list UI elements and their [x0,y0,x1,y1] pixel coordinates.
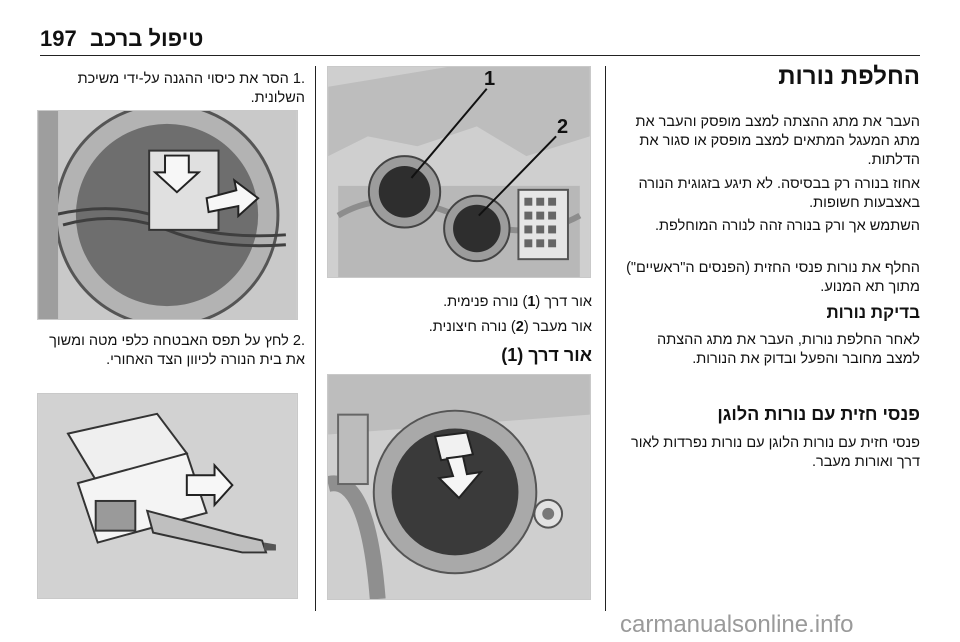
protective-cover-drawing [38,111,297,319]
heading-halogen-headlamps: פנסי חזית עם נורות הלוגן [717,404,920,424]
legend-low-beam-suffix: ) נורה חיצונית. [428,319,516,335]
heading-bulb-replacement: החלפת נורות [778,63,920,90]
step-2-text: לחץ על תפס האבטחה כלפי מטה ומשוך את בית הנורה לכיוון הצד האחורי. [49,333,305,368]
bulb-removal-image [37,393,298,599]
legend-high-beam-suffix: ) נורה פנימית. [443,294,528,310]
step-1 [40,70,305,108]
legend-high-beam-prefix: אור דרך ( [535,294,592,310]
cover-removal-image [327,374,591,600]
headlamp-overview-drawing [328,67,590,277]
step-2 [40,332,305,370]
legend-low-beam-prefix: אור מעבר ( [523,319,592,335]
heading-bulb-check: בדיקת נורות [826,303,920,322]
para-ignition-off: העבר את מתג ההצתה למצב מופסק והעבר את מתג המעגל המתאים למצב מופסק או סגור את הדלתות. [635,114,920,168]
step-2-number: .2 [292,333,305,349]
legend-low-beam-number: 2 [515,319,524,335]
headlamp-overview-image [327,66,591,278]
callout-1: 1 [484,68,496,90]
legend-high-beam-number: 1 [527,294,536,310]
legend-high-beam [330,293,592,312]
protective-cover-image [37,110,298,320]
heading-high-beam: אור דרך (1) [501,345,592,365]
para-identical-bulb: השתמש אך ורק בנורה זהה לנורה המוחלפת. [655,218,920,234]
cover-removal-drawing [328,375,590,599]
page-number: 197 [40,26,77,51]
bulb-removal-drawing [38,394,297,598]
column-divider-left [315,66,316,611]
legend-low-beam [330,318,592,337]
callout-2: 2 [557,116,569,138]
column-divider-right [605,66,606,611]
watermark: carmanualsonline.info [620,611,854,638]
para-headlamp-engine-bay: החלף את נורות פנסי החזית (הפנסים ה"ראשיים") מתוך תא המנוע. [626,260,920,295]
section-title: טיפול ברכב [90,26,204,51]
para-hold-base: אחוז בנורה רק בבסיסה. לא תיגע בזגוגית הנורה באצבעות חשופות. [638,176,920,211]
step-1-text: הסר את כיסוי ההגנה על-ידי משיכת השלונית. [77,71,305,106]
para-check-bulbs: לאחר החלפת נורות, העבר את מתג ההצתה למצב מחובר והפעל ובדוק את הנורות. [657,332,920,367]
step-1-number: .1 [292,71,305,87]
para-halogen-separate-bulbs: פנסי חזית עם נורות הלוגן עם נורות נפרדות לאור דרך ואורות מעבר. [630,435,920,470]
header-rule [40,55,920,56]
